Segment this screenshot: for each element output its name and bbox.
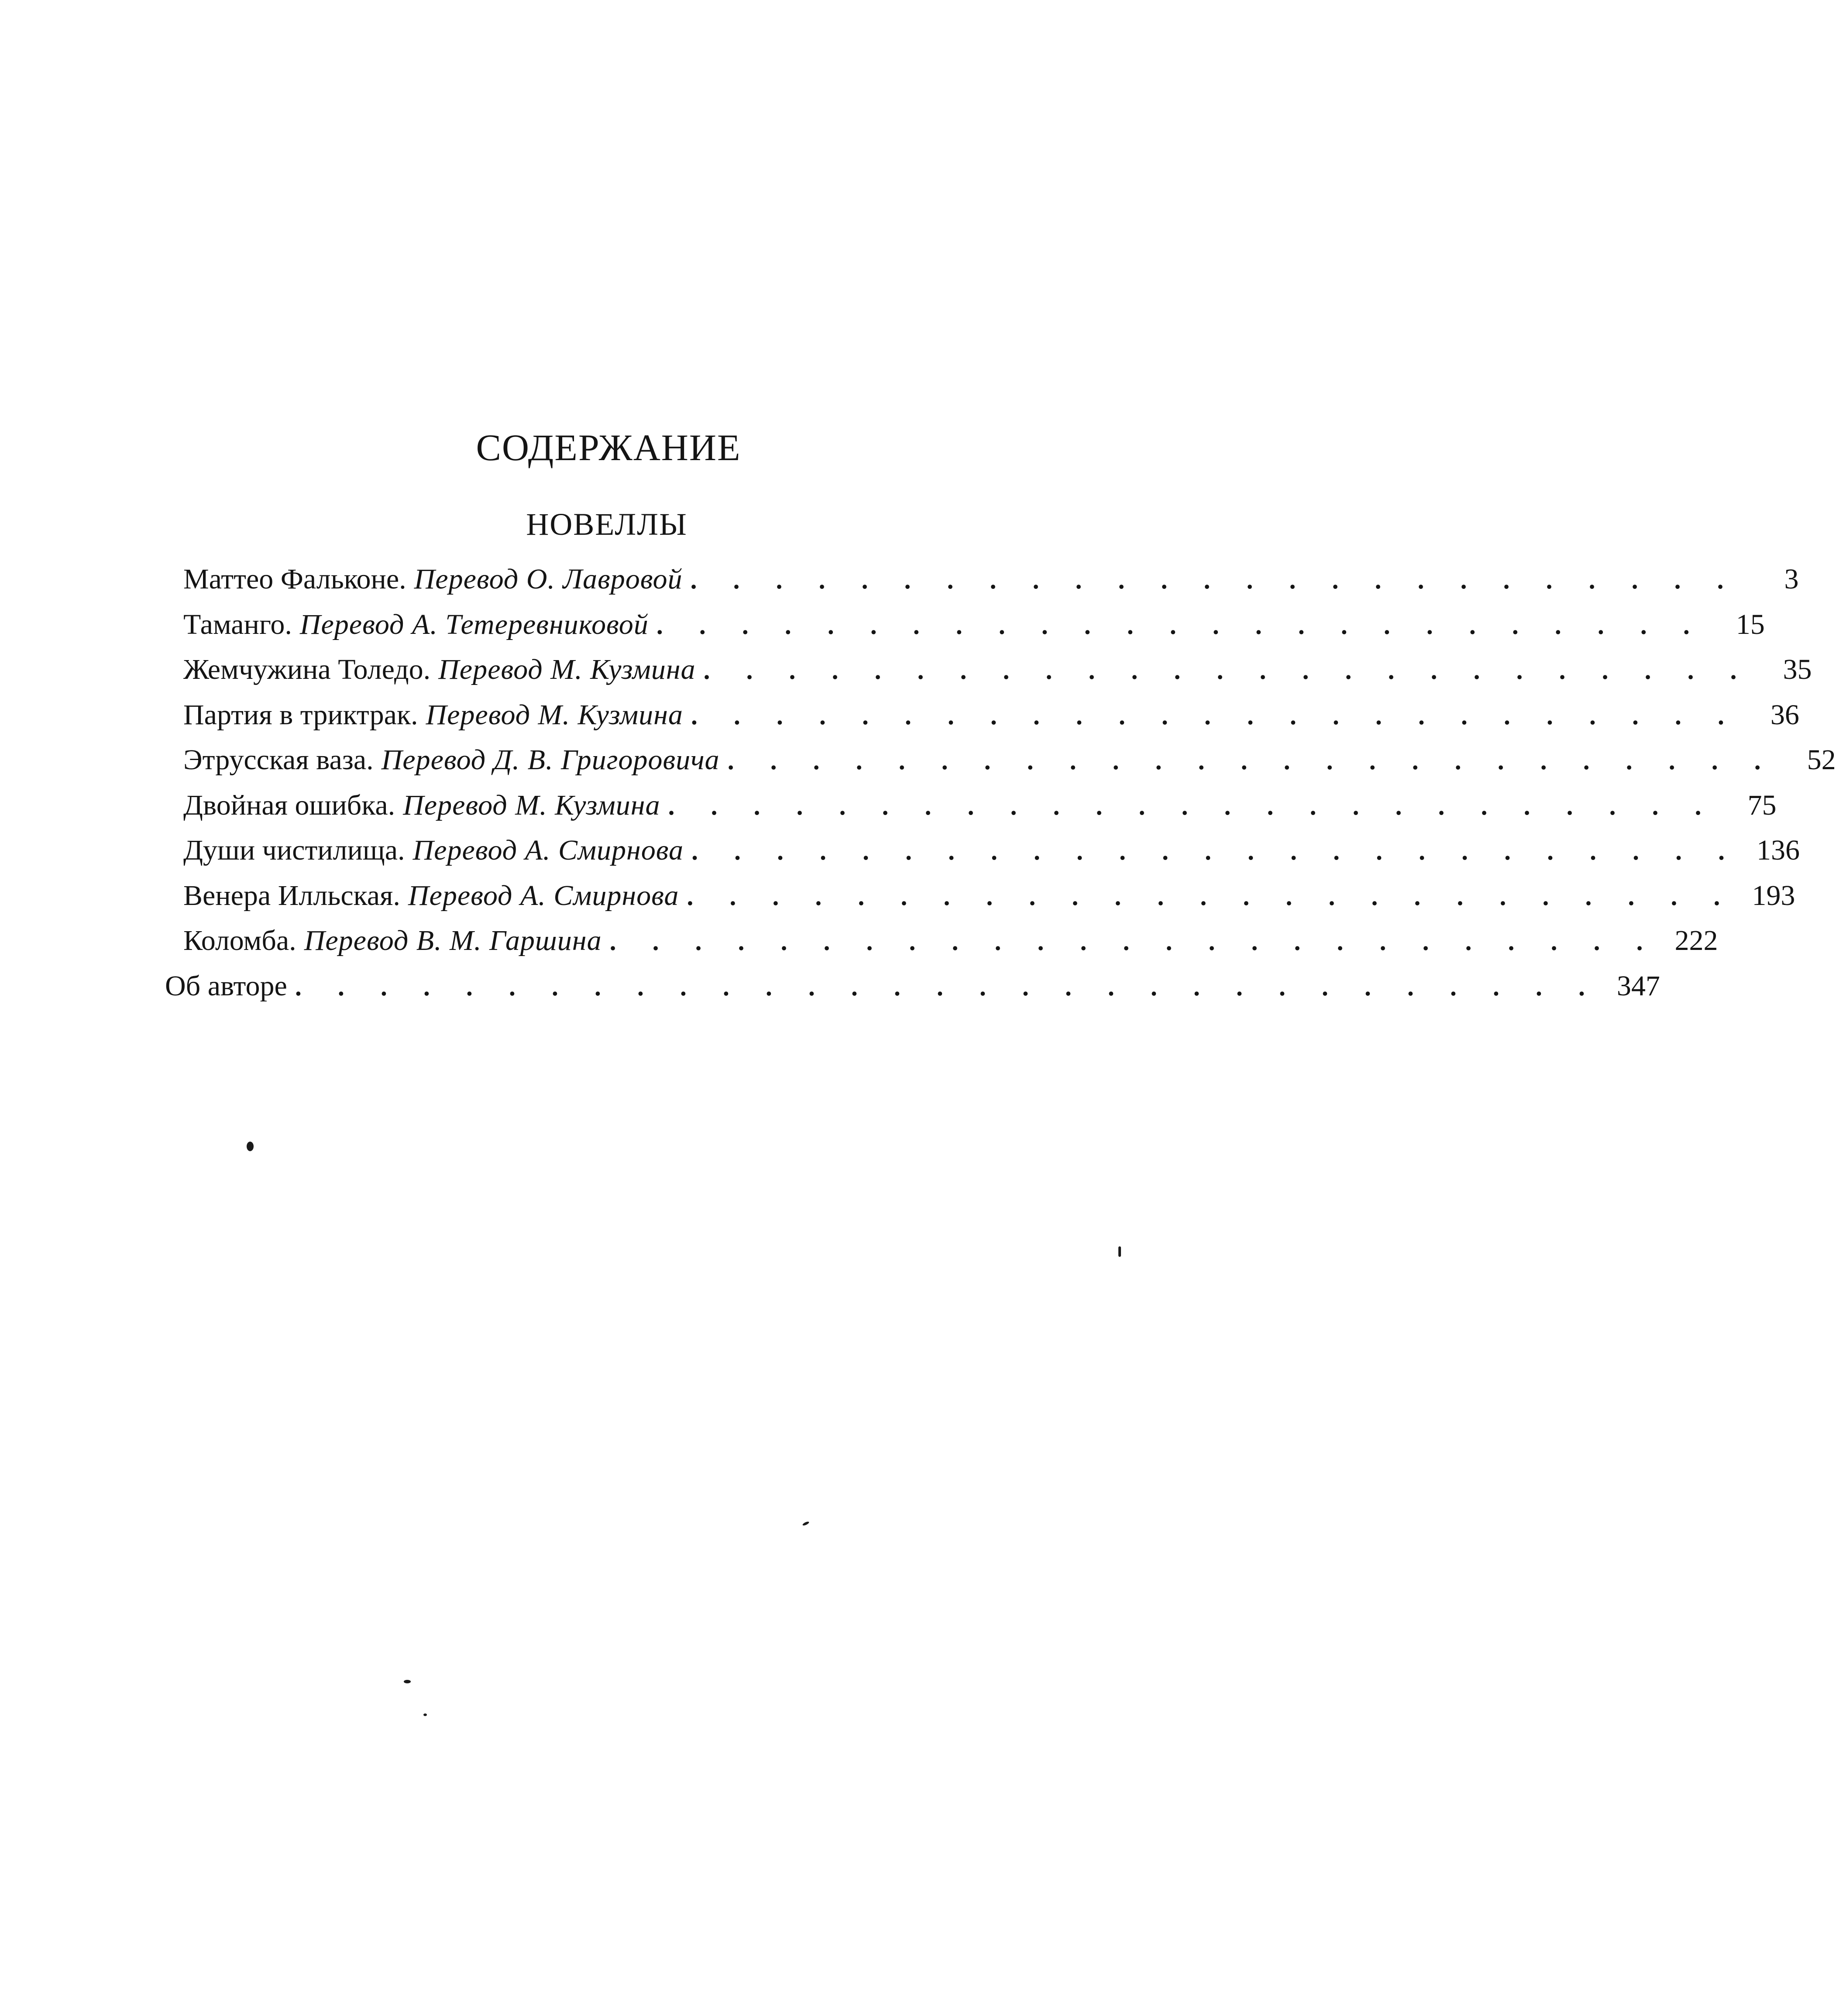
scan-speck	[1118, 1246, 1121, 1257]
toc-entry	[183, 873, 1795, 919]
leader-dots: . . . . . . . . . . . . . . . . . . . . . . . . .	[727, 746, 1776, 775]
entry-page-number: 136	[1756, 834, 1800, 866]
scan-speck	[802, 1521, 809, 1526]
entry-title: Партия в триктрак.	[183, 698, 418, 731]
toc-entry	[183, 737, 1836, 783]
entry-translator: Перевод О. Лавровой	[414, 563, 683, 595]
leader-dots: . . . . . . . . . . . . . . . . . . . . . . . . .	[687, 881, 1735, 911]
entry-translator: Перевод Д. В. Григоровича	[381, 744, 720, 776]
leader-dots: . . . . . . . . . . . . . . . . . . . . . . . . .	[656, 610, 1705, 640]
entry-translator: Перевод А. Смирнова	[413, 834, 684, 866]
page-title: СОДЕРЖАНИЕ	[476, 427, 741, 468]
entry-title: Венера Илльская.	[183, 879, 400, 912]
entry-translator: Перевод М. Кузмина	[403, 789, 660, 821]
leader-dots: . . . . . . . . . . . . . . . . . . . . . . . . .	[691, 836, 1740, 865]
scan-speck	[404, 1680, 411, 1683]
leader-dots: . . . . . . . . . . . . . . . . . . . . . . . . .	[609, 927, 1658, 956]
scan-speck	[247, 1142, 254, 1151]
entry-title: Таманго.	[183, 608, 292, 640]
entry-title: Маттео Фальконе.	[183, 563, 406, 595]
entry-page-number: 36	[1770, 698, 1799, 731]
leader-dots: . . . . . . . . . . . . . . . . . . . . . . . . .	[703, 656, 1752, 685]
entry-translator: Перевод М. Кузмина	[438, 654, 696, 685]
entry-translator: Перевод В. М. Гаршина	[304, 925, 602, 956]
toc-entry	[183, 647, 1812, 692]
entry-page-number: 3	[1784, 563, 1799, 595]
entry-title: Коломба.	[183, 925, 296, 956]
leader-dots: . . . . . . . . . . . . . . . . . . . . . . . . .	[690, 565, 1739, 594]
toc-entry	[183, 557, 1799, 602]
entry-title: Жемчужина Толедо.	[183, 654, 431, 685]
entry-page-number: 222	[1674, 925, 1718, 956]
entry-title: Души чистилища.	[183, 834, 405, 866]
toc-entry	[183, 918, 1718, 963]
entry-page-number: 52	[1807, 744, 1836, 776]
entry-page-number: 15	[1736, 608, 1765, 640]
entry-page-number: 193	[1752, 879, 1795, 912]
entry-translator: Перевод М. Кузмина	[426, 698, 683, 731]
entry-title: Об авторе	[165, 970, 287, 1002]
toc-entry	[183, 692, 1799, 738]
scan-speck	[423, 1713, 427, 1716]
leader-dots: . . . . . . . . . . . . . . . . . . . . . . . . . . . . . . .	[295, 972, 1600, 1001]
toc-entry-about-author	[165, 963, 1660, 1009]
toc-entry	[183, 828, 1800, 873]
entry-page-number: 35	[1783, 654, 1812, 685]
toc-entry	[183, 783, 1777, 828]
entry-title: Этрусская ваза.	[183, 744, 374, 776]
entry-translator: Перевод А. Тетеревниковой	[299, 608, 649, 640]
entry-title: Двойная ошибка.	[183, 789, 395, 821]
leader-dots: . . . . . . . . . . . . . . . . . . . . . . . . .	[668, 791, 1716, 820]
leader-dots: . . . . . . . . . . . . . . . . . . . . . . . . .	[691, 701, 1739, 730]
entry-page-number: 347	[1616, 970, 1660, 1002]
toc-entry	[183, 602, 1765, 647]
entry-page-number: 75	[1747, 789, 1777, 821]
section-heading: НОВЕЛЛЫ	[526, 507, 688, 542]
table-of-contents	[165, 557, 1836, 1008]
entry-translator: Перевод А. Смирнова	[408, 879, 679, 912]
